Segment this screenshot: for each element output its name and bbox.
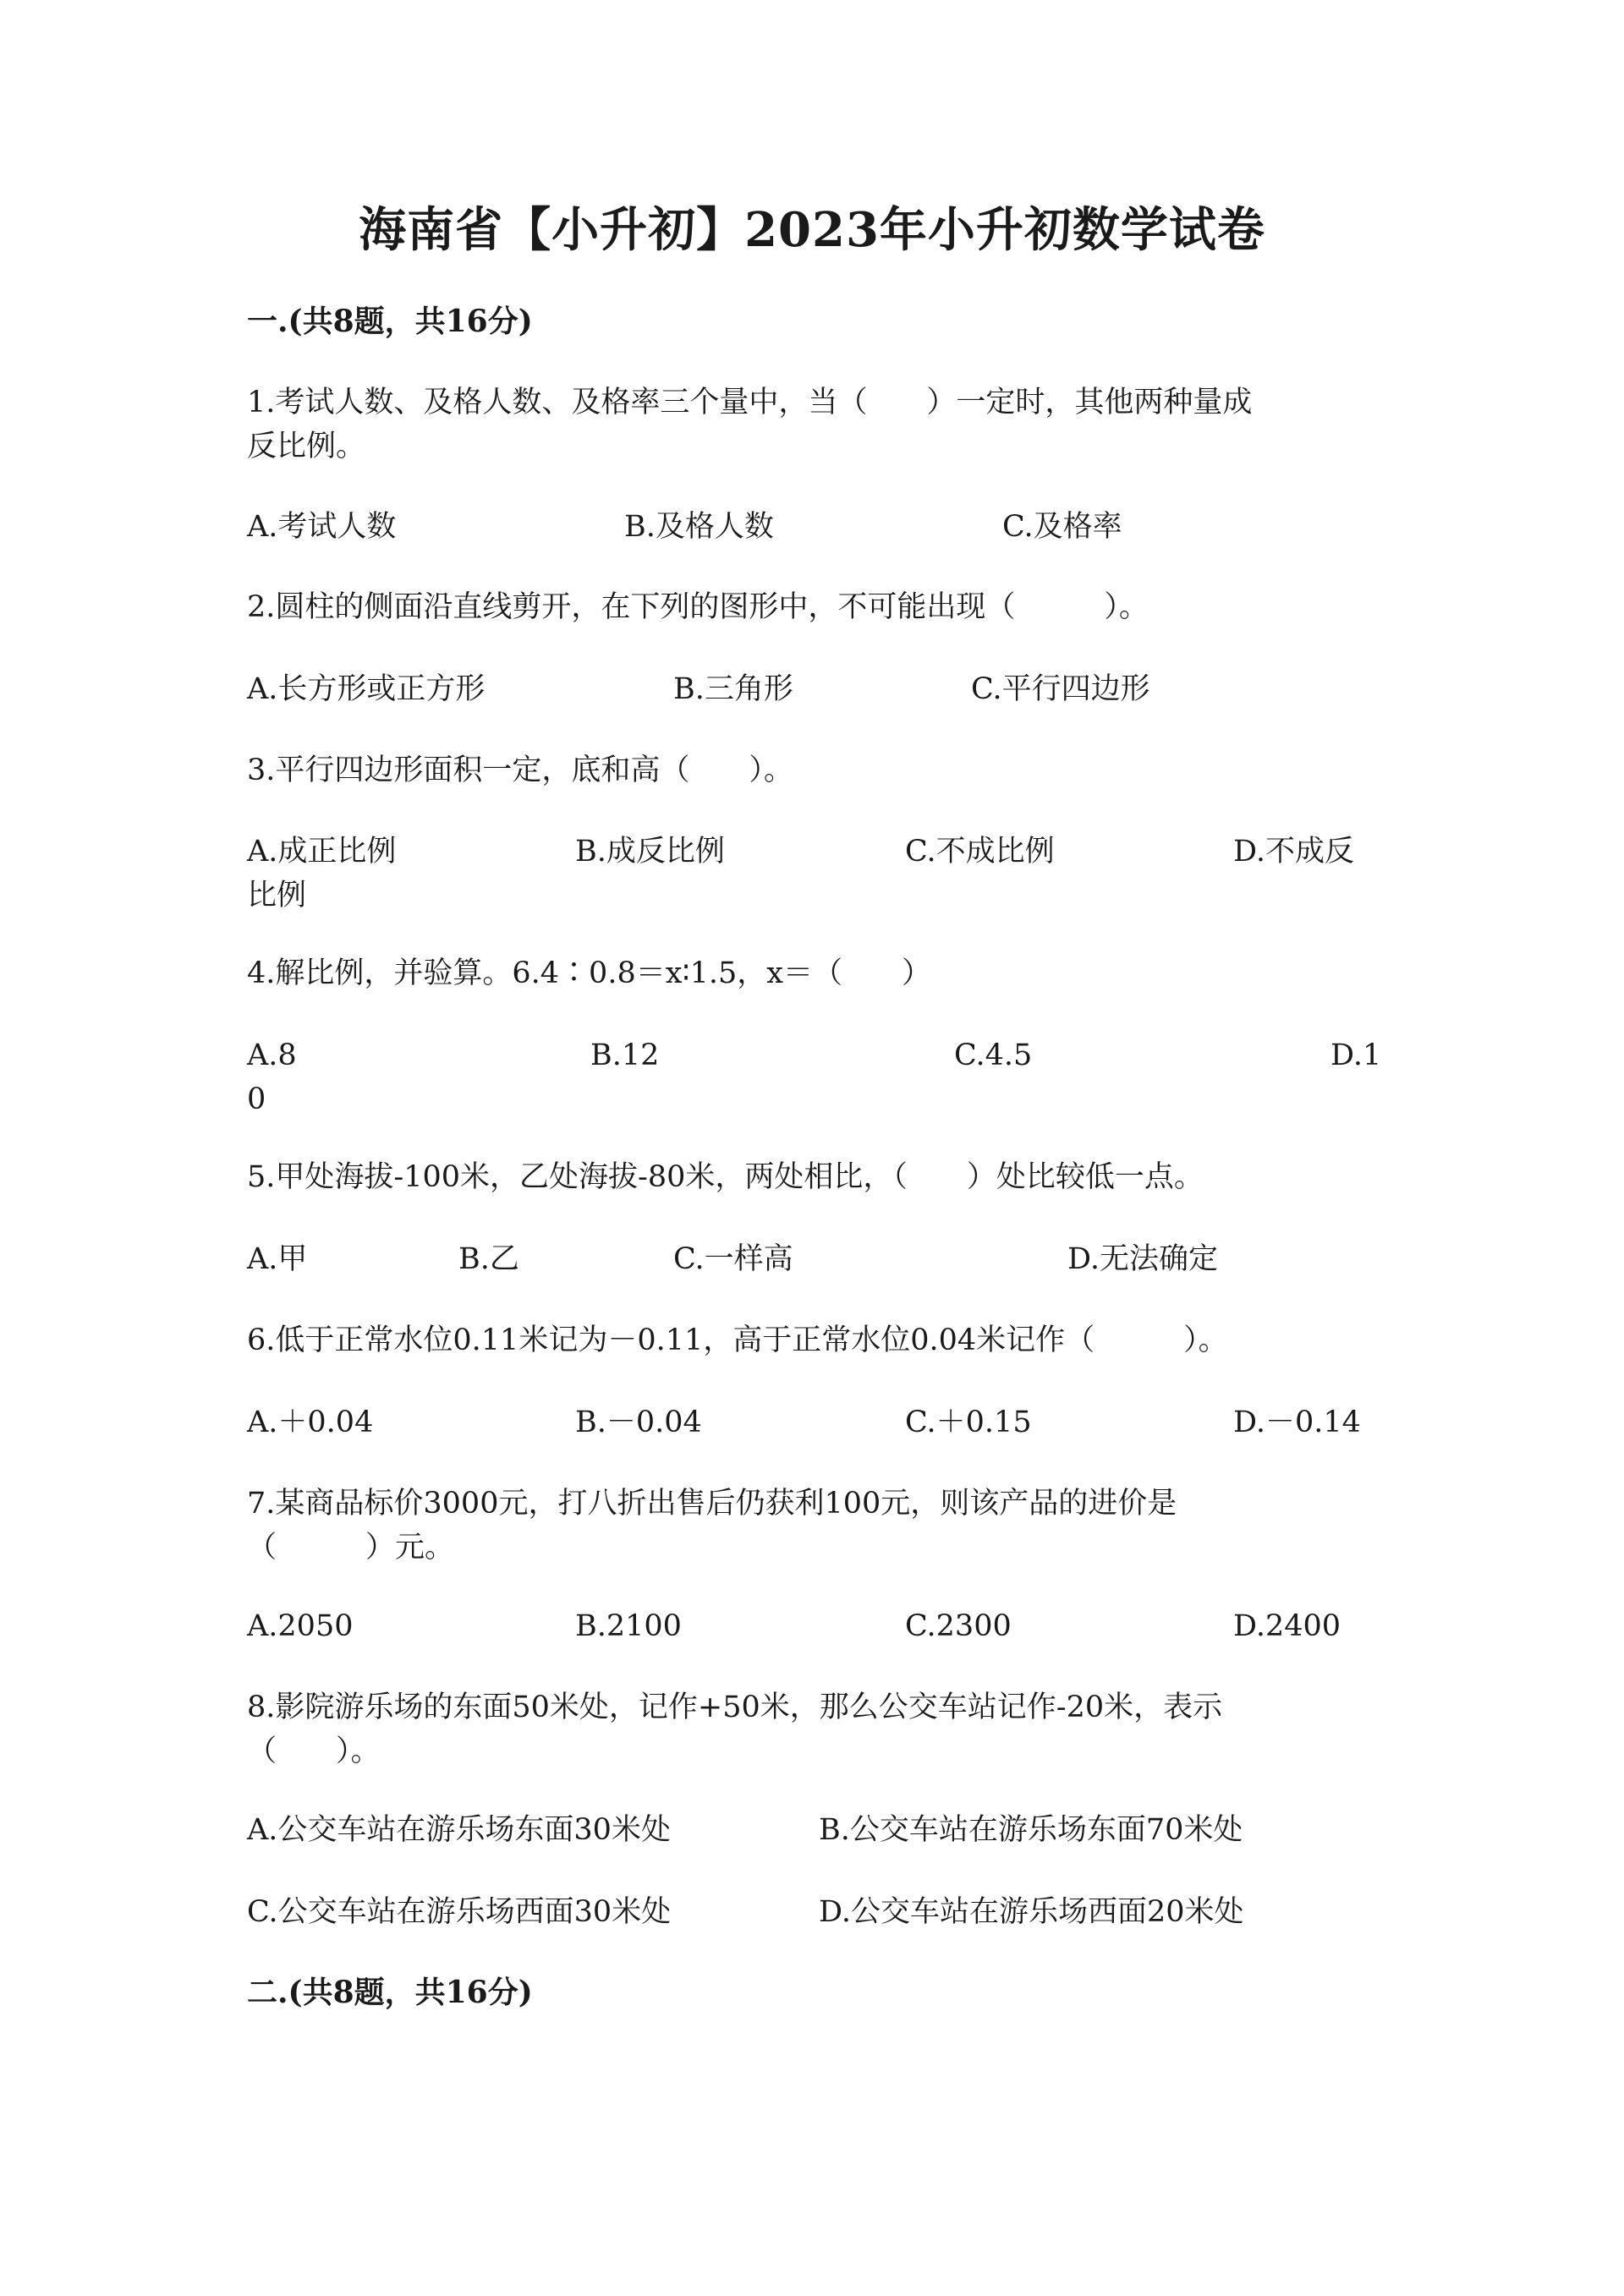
option-a: A.考试人数 (247, 510, 397, 544)
option-a: A.2050 (247, 1609, 354, 1643)
option-c: C.4.5 (954, 1038, 1033, 1072)
question-2: 2.圆柱的侧面沿直线剪开，在下列的图形中，不可能出现（ ）。 (247, 590, 1149, 624)
option-a: A.8 (247, 1038, 297, 1072)
question-text-line: 反比例。 (247, 430, 366, 463)
question-text-line: （ ）。 (247, 1734, 381, 1768)
question-8 (247, 1685, 1380, 1773)
option-b: B.乙 (458, 1242, 519, 1276)
option-c: C.及格率 (1002, 510, 1122, 544)
option-b: B.公交车站在游乐场东面70米处 (819, 1813, 1243, 1847)
option-b: B.12 (590, 1038, 660, 1072)
option-d: D.无法确定 (1067, 1242, 1218, 1276)
option-a: A.成正比例 (247, 835, 397, 869)
option-c: C.公交车站在游乐场西面30米处 (247, 1895, 672, 1929)
question-text-line: 1.考试人数、及格人数、及格率三个量中，当（ ）一定时，其他两种量成 (247, 386, 1253, 419)
question-text-line: 8.影院游乐场的东面50米处，记作+50米，那么公交车站记作-20米，表示 (247, 1690, 1223, 1724)
option-b: B.三角形 (673, 672, 793, 706)
option-d: D.－0.14 (1233, 1406, 1361, 1439)
option-wrap: 0 (247, 1082, 266, 1116)
option-d: D.1 (1330, 1038, 1382, 1072)
option-a: A.甲 (247, 1242, 308, 1276)
question-text-line: 7.某商品标价3000元，打八折出售后仍获利100元，则该产品的进价是 (247, 1487, 1177, 1521)
option-d: D.不成反 (1233, 835, 1354, 869)
option-c: C.一样高 (673, 1242, 793, 1276)
option-d: D.2400 (1233, 1609, 1341, 1643)
option-a: A.长方形或正方形 (247, 672, 486, 706)
option-b: B.－0.04 (575, 1406, 702, 1439)
question-text-line: （ ）元。 (247, 1531, 455, 1564)
question-7 (247, 1482, 1380, 1570)
option-c: C.2300 (905, 1609, 1012, 1643)
option-c: C.不成比例 (905, 835, 1055, 869)
option-b: B.成反比例 (575, 835, 725, 869)
section-header: 一.(共8题，共16分) (247, 304, 533, 339)
question-1 (247, 381, 1380, 469)
question-5: 5.甲处海拔-100米，乙处海拔-80米，两处相比，（ ）处比较低一点。 (247, 1160, 1204, 1194)
question-4: 4.解比例，并验算。6.4∶0.8＝x∶1.5，x＝（ ） (247, 956, 931, 990)
page-title: 海南省【小升初】2023年小升初数学试卷 (359, 202, 1265, 258)
option-b: B.及格人数 (624, 510, 774, 544)
option-a: A.公交车站在游乐场东面30米处 (247, 1813, 671, 1847)
option-d: D.公交车站在游乐场西面20米处 (819, 1895, 1244, 1929)
question-6: 6.低于正常水位0.11米记为－0.11，高于正常水位0.04米记作（ ）。 (247, 1323, 1228, 1357)
question-3: 3.平行四边形面积一定，底和高（ ）。 (247, 753, 793, 787)
option-wrap: 比例 (247, 879, 307, 912)
option-c: C.＋0.15 (905, 1406, 1032, 1439)
option-c: C.平行四边形 (971, 672, 1150, 706)
section-header: 二.(共8题，共16分) (247, 1975, 533, 2010)
option-b: B.2100 (575, 1609, 682, 1643)
option-a: A.＋0.04 (247, 1406, 374, 1439)
